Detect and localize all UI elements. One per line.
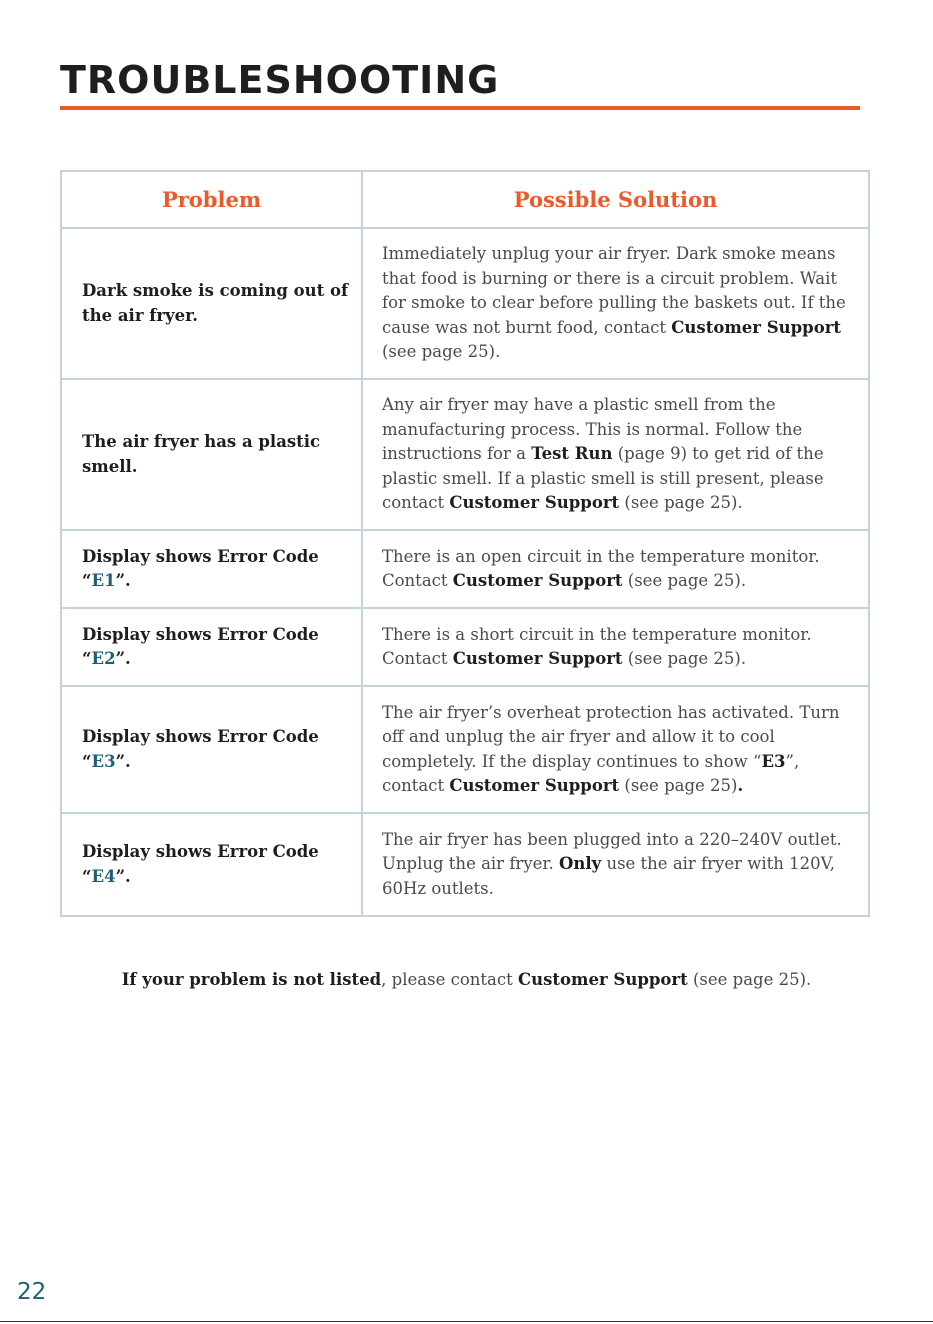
table-row [61,608,869,686]
footer-note [0,970,933,989]
header-problem: Problem [61,171,362,228]
problem-cell [61,530,362,608]
footer-text: (see page 25). [687,970,812,989]
solution-text: (see page 25). [622,571,747,590]
table-row [61,813,869,916]
footer-lead: If your problem is not listed [121,970,382,989]
solution-text: There is a short circuit in the temperature monitor. Contact [382,624,812,668]
customer-support-label: Customer Support [449,776,620,795]
solution-cell [362,379,869,530]
solution-text: Any air fryer may have a plastic smell from the manufacturing process. This is normal. Follow the instructions for a [382,395,803,464]
solution-text: ”, contact [382,751,800,795]
problem-cell [61,686,362,813]
page-bottom-border [0,1321,933,1322]
problem-cell: Dark smoke is coming out of the air fryer. [61,228,362,379]
customer-support-label: Customer Support [671,317,842,337]
solution-text: (see page 25). [622,649,747,668]
troubleshooting-table [60,170,870,917]
problem-text: ”. [115,751,131,771]
solution-cell [362,608,869,686]
problem-text: ”. [115,866,131,886]
period-mark: . [737,776,744,795]
page-number: 22 [17,1279,47,1305]
error-code: E2 [91,649,116,668]
customer-support-label: Customer Support [449,493,620,513]
only-label: Only [558,854,602,874]
solution-text: use the air fryer with 120V, 60Hz outlets. [382,854,835,898]
table-row [61,379,869,530]
test-run-label: Test Run [531,444,613,464]
problem-text: Display shows Error Code “ [82,546,319,590]
solution-text: There is an open circuit in the temperature monitor. Contact [382,546,820,590]
solution-text: (page 9) to get rid of the plastic smell. If a plastic smell is still present, please contact [382,444,824,513]
problem-text: Display shows Error Code “ [82,727,319,771]
solution-cell [362,228,869,379]
solution-text: Immediately unplug your air fryer. Dark smoke means that food is burning or there is a circuit problem. Wait for smoke to clear before pulling the baskets out. If the cause was not burnt food, contact [382,244,846,337]
table-row [61,530,869,608]
problem-cell [61,813,362,916]
table-row [61,228,869,379]
header-solution: Possible Solution [362,171,869,228]
page-title: TROUBLESHOOTING [60,58,500,102]
error-code: E1 [91,571,116,590]
solution-text: (see page 25). [619,493,743,513]
error-code: E3 [91,751,116,771]
problem-text: ”. [115,649,131,668]
customer-support-label: Customer Support [452,649,623,668]
table-row [61,686,869,813]
problem-text: Display shows Error Code “ [82,624,319,668]
solution-text: The air fryer’s overheat protection has activated. Turn off and unplug the air fryer and allow it to cool completely. If the display continues to show “ [382,702,840,771]
table-header-row [61,171,869,228]
customer-support-label: Customer Support [517,970,688,989]
footer-text: , please contact [381,970,518,989]
problem-cell: The air fryer has a plastic smell. [61,379,362,530]
customer-support-label: Customer Support [452,571,623,590]
error-code: E4 [91,866,116,886]
solution-text: (see page 25). [382,342,501,362]
problem-cell [61,608,362,686]
solution-cell [362,813,869,916]
solution-text: (see page 25) [619,776,738,795]
problem-text: ”. [115,571,131,590]
problem-text: Display shows Error Code “ [82,842,319,886]
title-underline [60,106,860,110]
solution-text: The air fryer has been plugged into a 220–240V outlet. Unplug the air fryer. [382,829,842,874]
error-code: E3 [761,751,786,771]
solution-cell [362,530,869,608]
solution-cell [362,686,869,813]
